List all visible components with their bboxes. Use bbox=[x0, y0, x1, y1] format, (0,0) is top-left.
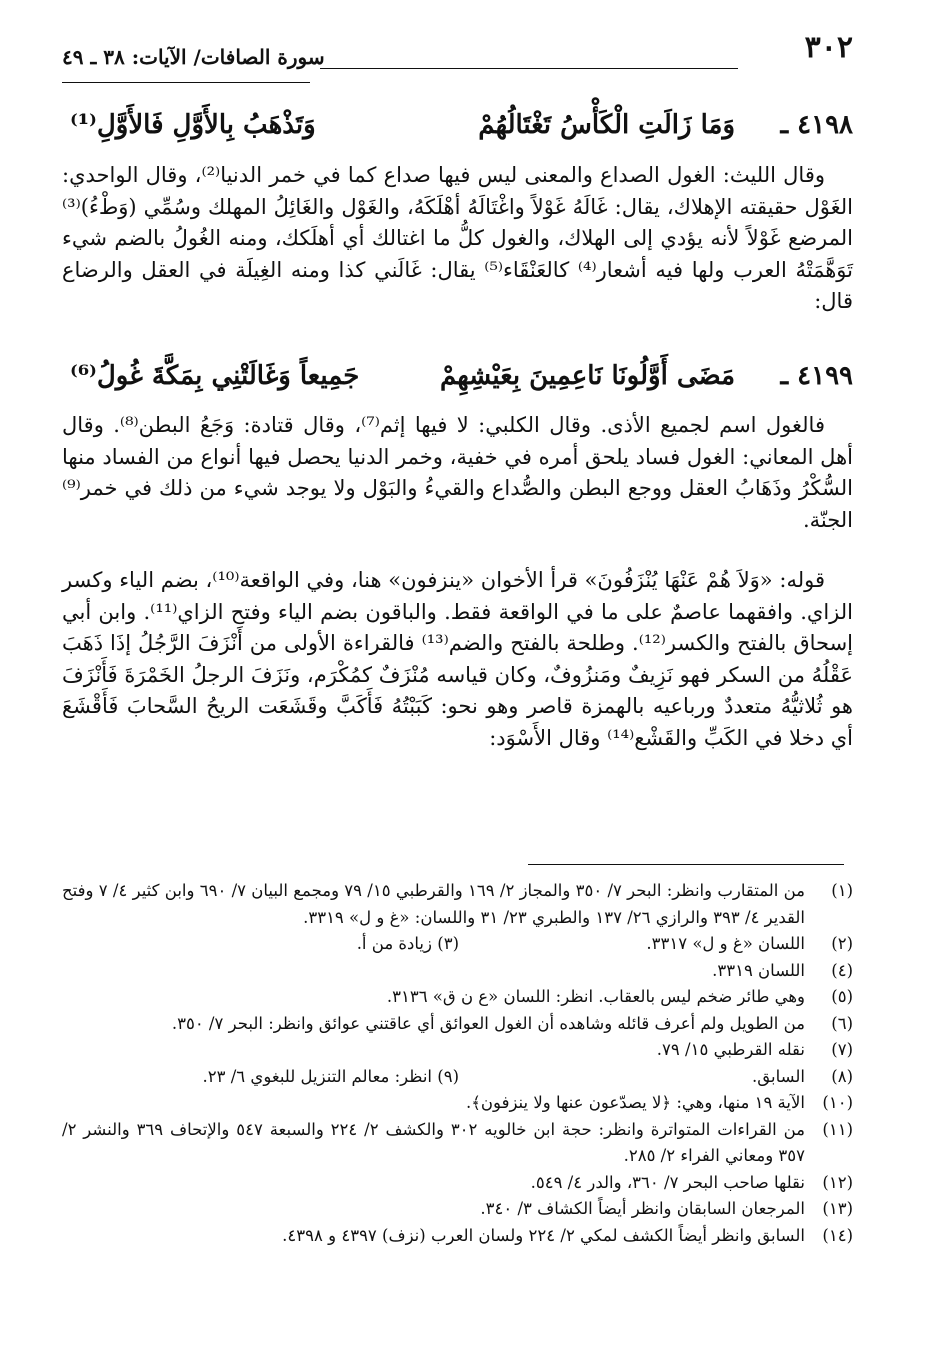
footnote-number: (٤) bbox=[831, 960, 853, 980]
footnote-text: من الطويل ولم أعرف قائله وشاهده أن الغول العوائق أي عاقتني عوائق وانظر: البحر ٧/ ٣٥٠. bbox=[171, 1013, 805, 1033]
verse-number: ٤١٩٨ ـ bbox=[780, 110, 853, 140]
verse-line bbox=[62, 104, 853, 150]
footnote-number: (١٤) bbox=[822, 1225, 853, 1245]
footnote-number: (٧) bbox=[831, 1040, 853, 1059]
running-header-title: سورة الصافات/ الآيات: ٣٨ ـ ٤٩ bbox=[62, 45, 325, 69]
footnotes bbox=[62, 878, 853, 1249]
footnote-number: (١١) bbox=[822, 1119, 853, 1139]
footnote bbox=[62, 1117, 853, 1170]
footnote-text: السابق. bbox=[752, 1066, 805, 1086]
page-number: ٣٠٢ bbox=[804, 30, 853, 65]
paragraph-text: قوله: «وَلاَ هُمْ عَنْهَا يُنْزَفُونَ» قرأ الأخوان «ينزفون» هنا، وفي الواقعة⁽¹⁰⁾، بضم الياء وكسر الزاي. وافقهما عاصمٌ على ما في الواقعة فقط. والباقون بضم الياء وفتح الزاي⁽¹¹⁾. وابن أبي إسحاق بالفتح والكسر⁽¹²⁾. وطلحة بالفتح والضم⁽¹³⁾ فالقراءة الأولى من أَنْزَفَ الرَّجُلُ إذَا ذَهَبَ عَقْلُهُ من السكر فهو نَزِيفٌ ومَنزُوفٌ، وكان قياسه مُنْزَفٌ كمُكْرَم، ونَزَفَ الرجلُ الخَمْرَةَ فَأَنْزَفَ هو ثُلاثيُّهُ متعددٌ ورباعيه بالهمزة قاصر وهو نحو: كَبَبْتُهُ فَأَكَبَّ وقَشَعَت الريحُ السَّحابَ فَأَقْشَعَ أي دخلا في الكَبِّ والقَشْع⁽¹⁴⁾ وقال الأَسْوَد: bbox=[62, 568, 853, 750]
footnote-text: انظر: معالم التنزيل للبغوي ٦/ ٢٣. bbox=[202, 1066, 432, 1086]
footnote-text: زيادة من أ. bbox=[356, 934, 432, 953]
footnote bbox=[62, 1223, 853, 1250]
footnote-number: (١٢) bbox=[822, 1172, 853, 1192]
footnote bbox=[62, 1011, 853, 1038]
body-paragraph bbox=[62, 410, 853, 536]
footnote-number: (١٣) bbox=[822, 1199, 853, 1218]
footnote-text: من المتقارب وانظر: البحر ٧/ ٣٥٠ والمجاز ٢/ ١٦٩ والقرطبي ١٥/ ٧٩ ومجمع البيان ٧/ ٦٩٠ وابن كثير ٤/ ٧ وفتح القدير ٤/ ٣٩٣ والرازي ٢٦/ ١٣٧ والطبري ٢٣/ ٣١ واللسان: «غ و ل» ٣٣١٩. bbox=[62, 881, 806, 927]
footnote bbox=[62, 878, 853, 931]
footnote-pair bbox=[62, 1064, 853, 1091]
footnote-number: (٢) bbox=[831, 934, 853, 953]
header-rule-underline bbox=[62, 82, 310, 83]
footnote-text: اللسان «غ و ل» ٣٣١٧. bbox=[646, 934, 805, 953]
paragraph-text: فالغول اسم لجميع الأذى. وقال الكلبي: لا فيها إثم⁽⁷⁾، وقال قتادة: وَجَعُ البطن⁽⁸⁾. وقال أهل المعاني: الغول فساد يلحق أمره في خفية، وخمر الدنيا يحصل فيها أنواع من الفساد منها السُّكْرُ وذَهَابُ العقل ووجع البطن والصُّداع والقيءُ والبَوْل ولا يوجد شيء من ذلك في خمر⁽⁹⁾ الجنّة. bbox=[62, 413, 853, 532]
footnote-number: (٥) bbox=[831, 987, 853, 1006]
footnote bbox=[357, 931, 465, 958]
footnote bbox=[465, 931, 853, 958]
footnote bbox=[62, 1037, 853, 1064]
body-paragraph bbox=[62, 160, 853, 318]
footnote-text: من القراءات المتواترة وانظر: حجة ابن خالويه ٣٠٢ والكشف ٢/ ٢٢٤ والسبعة ٥٤٧ والإتحاف ٣٦٩ والنشر ٢/ ٣٥٧ ومعاني الفراء ٢/ ٢٨٥. bbox=[62, 1119, 805, 1165]
footnote bbox=[62, 958, 853, 985]
verse-hemistich-first: مَضَى أَوَّلُونَا نَاعِمِينَ بِعَيْشِهِمْ bbox=[439, 361, 735, 391]
verse-line bbox=[62, 355, 853, 401]
footnote-number: (٨) bbox=[831, 1066, 853, 1086]
footnote-text: اللسان ٣٣١٩. bbox=[712, 960, 805, 980]
footnote-text: الآية ١٩ منها، وهي: ﴿لا يصدّعون عنها ولا ينزفون﴾. bbox=[466, 1093, 805, 1112]
footnote bbox=[203, 1064, 466, 1091]
paragraph-text: وقال الليث: الغول الصداع والمعنى ليس فيها صداع كما في خمر الدنيا⁽²⁾، وقال الواحدي: الغَوْل حقيقته الإهلاك، يقال: غَالَهُ غَوْلاً واغْتَالَهُ أهْلَكَهُ، والغَوْل والغَائِلُ المهلك وسُمِّي (وَطْءُ)⁽³⁾ المرضع غَوْلاً لأنه يؤدي إلى الهلاك، والغول كلُّ ما اغتالك أي أهلَكك، ومنه الغُولُ بالضم شيء تَوَهَّمَتْهُ العرب ولها فيه أشعار⁽⁴⁾ كالعَنْقَاء⁽⁵⁾ يقال: غَالَني كذا ومنه الغِيلَة في العقل والرضاع قال: bbox=[62, 163, 853, 313]
verse-hemistich-second: وَتَذْهَبُ بِالأَوَّلِ فَالأَوَّلِ⁽¹⁾ bbox=[70, 110, 316, 140]
footnote-number: (٩) bbox=[437, 1066, 459, 1086]
verse-hemistich-second: جَمِيعاً وَغَالَتْنِي بِمَكَّةَ غُولُ⁽⁶⁾ bbox=[70, 361, 360, 391]
footnote bbox=[465, 1064, 853, 1091]
footnote bbox=[62, 1090, 853, 1117]
footnote bbox=[62, 984, 853, 1011]
footnote-text: المرجعان السابقان وانظر أيضاً الكشاف ٣/ ٣٤٠. bbox=[480, 1199, 805, 1218]
verse-number: ٤١٩٩ ـ bbox=[780, 361, 853, 391]
footnote-text: وهي طائر ضخم ليس بالعقاب. انظر: اللسان «ع ن ق» ٣١٣٦. bbox=[386, 987, 805, 1006]
footnote-text: السابق وانظر أيضاً الكشف لمكي ٢/ ٢٢٤ ولسان العرب (نزف) ٤٣٩٧ و ٤٣٩٨. bbox=[282, 1225, 805, 1245]
header-rule bbox=[320, 68, 738, 69]
footnote-number: (١) bbox=[831, 881, 853, 900]
footnote bbox=[62, 1170, 853, 1197]
footnote-number: (١٠) bbox=[822, 1093, 853, 1112]
footnote-separator bbox=[528, 864, 844, 865]
body-paragraph bbox=[62, 565, 853, 754]
footnote-number: (٦) bbox=[831, 1013, 853, 1033]
footnote-text: نقلها صاحب البحر ٧/ ٣٦٠، والدر ٤/ ٥٤٩. bbox=[530, 1172, 805, 1192]
footnote-pair bbox=[62, 931, 853, 958]
footnote-text: نقله القرطبي ١٥/ ٧٩. bbox=[656, 1040, 805, 1059]
footnote bbox=[62, 1196, 853, 1223]
footnote-number: (٣) bbox=[437, 934, 459, 953]
verse-hemistich-first: وَمَا زَالَتِ الْكَأْسُ تَغْتَالُهُمْ bbox=[478, 110, 735, 140]
